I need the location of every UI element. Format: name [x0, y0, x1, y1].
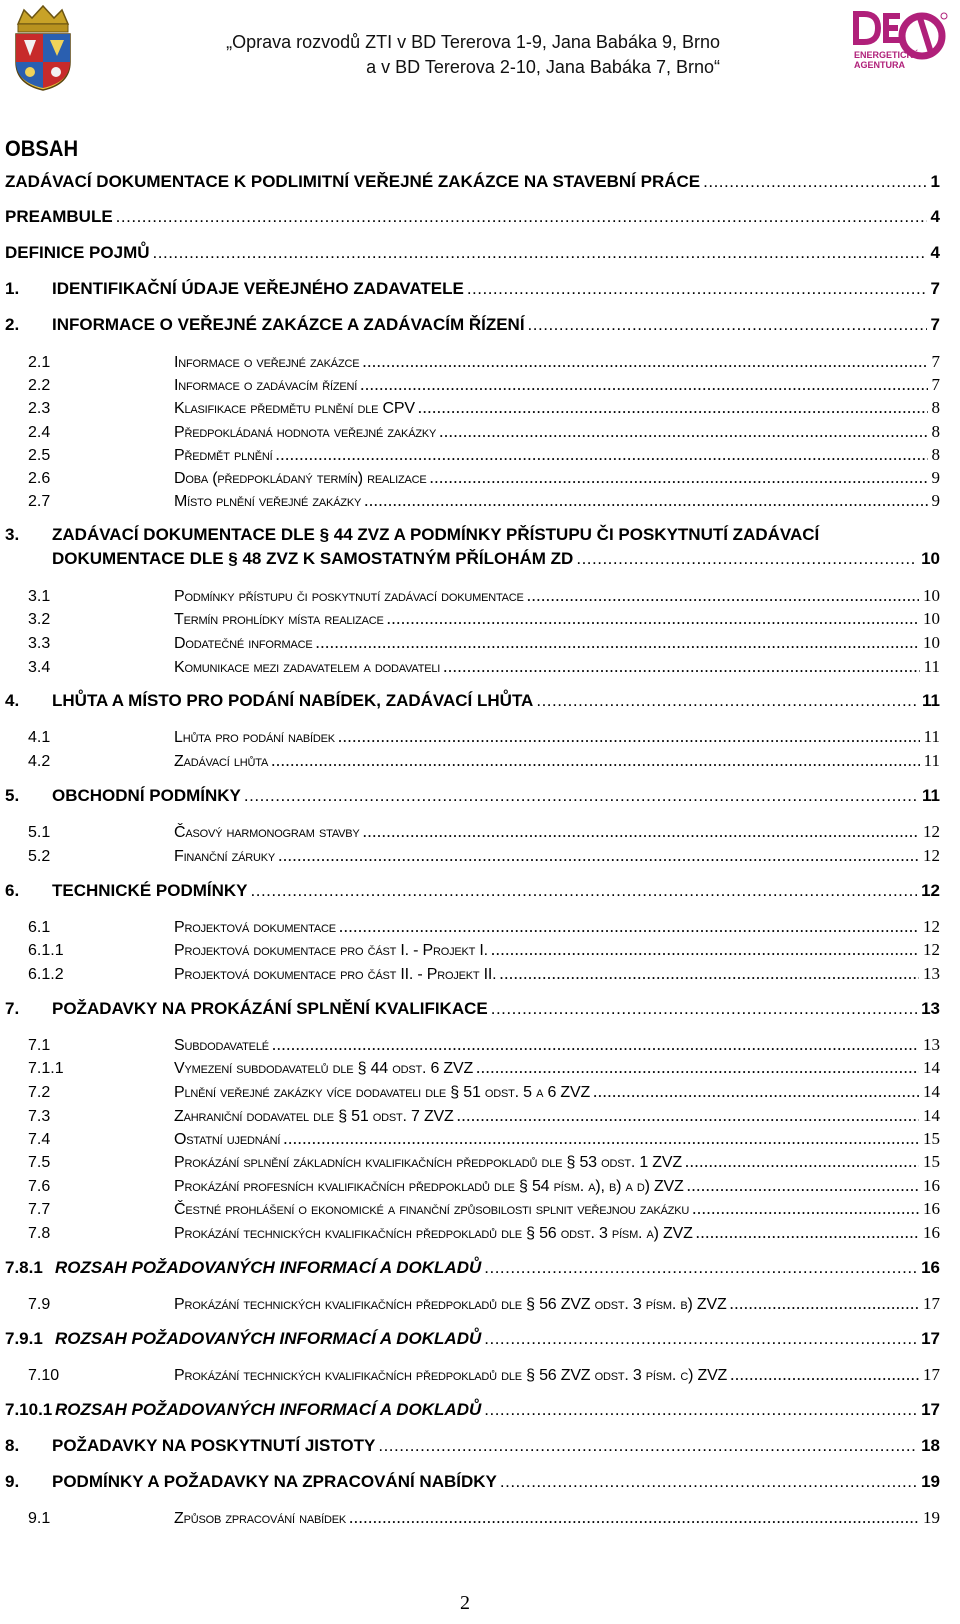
toc-entry-page: 17	[921, 1329, 940, 1348]
toc-entry-page: 12	[923, 940, 940, 959]
toc-entry-title: LHŮTA A MÍSTO PRO PODÁNÍ NABÍDEK, ZADÁVACÍ LHŮTA	[52, 691, 534, 710]
toc-entry-page: 4	[930, 243, 940, 262]
toc-entry-number: 7.2	[28, 1084, 51, 1101]
page-header	[0, 0, 960, 100]
toc-entry-title: Zadávací lhůta	[174, 753, 269, 770]
toc-entry-page: 11	[922, 786, 940, 805]
toc-entry-title: ROZSAH POŽADOVANÝCH INFORMACÍ A DOKLADŮ	[55, 1329, 482, 1348]
toc-entry-title: Dodatečné informace	[174, 635, 313, 652]
toc-entry-number: 7.4	[28, 1131, 51, 1148]
toc-entry[interactable]	[28, 375, 940, 395]
toc-entry-title: Způsob zpracování nabídek	[174, 1510, 346, 1527]
toc-entry-page: 17	[923, 1294, 940, 1313]
toc-entry-title: Prokázání technických kvalifikačních předpokladů dle § 56 ZVZ odst. 3 písm. b) ZVZ	[174, 1296, 727, 1313]
toc-entry-number: 9.1	[28, 1510, 51, 1527]
toc-dot-leader	[339, 917, 919, 937]
toc-entry-title: Předpokládaná hodnota veřejné zakázky	[174, 424, 437, 441]
toc-heading: OBSAH	[5, 136, 79, 161]
toc-entry-title: Projektová dokumentace pro část I. - Projekt I.	[174, 942, 488, 959]
toc-entry[interactable]	[5, 1436, 940, 1456]
toc-entry[interactable]	[28, 1508, 940, 1528]
toc-dot-leader	[528, 315, 927, 335]
toc-entry-title: DEFINICE POJMŮ	[5, 243, 150, 262]
toc-entry-title: Plnění veřejné zakázky více dodavateli dle § 51 odst. 5 a 6 ZVZ	[174, 1084, 591, 1101]
toc-entry-number: 3.3	[28, 635, 51, 652]
toc-entry-number: 4.2	[28, 753, 51, 770]
toc-entry-title-line2: DOKUMENTACE DLE § 48 ZVZ K SAMOSTATNÝM PŘÍLOHÁM ZD	[52, 549, 574, 568]
toc-dot-leader	[153, 243, 927, 263]
toc-entry-page: 16	[921, 1258, 940, 1277]
toc-dot-leader	[378, 1436, 917, 1456]
toc-entry-number: 5.1	[28, 824, 51, 841]
toc-entry[interactable]	[28, 751, 940, 771]
toc-entry[interactable]	[28, 657, 940, 677]
toc-entry-page: 8	[931, 422, 940, 441]
toc-entry-page: 12	[923, 917, 940, 936]
toc-entry-number: 7.1	[28, 1037, 51, 1054]
toc-entry-title: Místo plnění veřejné zakázky	[174, 493, 362, 510]
toc-dot-leader	[349, 1508, 919, 1528]
toc-entry-title-line1: ZADÁVACÍ DOKUMENTACE DLE § 44 ZVZ A PODMÍNKY PŘÍSTUPU ČI POSKYTNUTÍ ZADÁVACÍ	[52, 525, 820, 544]
toc-entry-number: 8.	[5, 1436, 20, 1455]
toc-entry-page: 11	[923, 751, 940, 770]
page-number: 2	[460, 1592, 470, 1614]
toc-entry-number: 3.2	[28, 611, 51, 628]
toc-entry-number: 6.1.2	[28, 966, 64, 983]
toc-dot-leader	[703, 172, 926, 192]
toc-entry[interactable]	[5, 881, 940, 901]
toc-entry[interactable]	[28, 1365, 940, 1385]
toc-dot-leader	[362, 352, 927, 372]
toc-dot-leader	[484, 1329, 917, 1349]
toc-entry-title: Vymezení subdodavatelů dle § 44 odst. 6 ZVZ	[174, 1060, 474, 1077]
toc-entry-title: Klasifikace předmětu plnění dle CPV	[174, 400, 415, 417]
toc-dot-leader	[429, 468, 927, 488]
toc-entry-page: 12	[923, 822, 940, 841]
toc-entry-number: 5.2	[28, 848, 51, 865]
toc-dot-leader	[730, 1365, 919, 1385]
toc-entry-title: Lhůta pro podání nabídek	[174, 729, 335, 746]
toc-entry-page: 14	[923, 1106, 940, 1125]
toc-entry-title: Prokázání technických kvalifikačních předpokladů dle § 56 ZVZ odst. 3 písm. c) ZVZ	[174, 1367, 728, 1384]
toc-entry-number: 7.10	[28, 1367, 60, 1384]
toc-dot-leader	[484, 1400, 917, 1420]
toc-entry[interactable]	[28, 822, 940, 842]
toc-dot-leader	[687, 1176, 919, 1196]
toc-entry-page: 1	[930, 172, 940, 191]
toc-entry-page: 11	[922, 691, 940, 710]
toc-dot-leader	[278, 846, 919, 866]
toc-entry-page: 17	[921, 1400, 940, 1419]
toc-entry-number: 7.8	[28, 1225, 51, 1242]
toc-entry-number: 3.1	[28, 588, 51, 605]
toc-entry-title: Časový harmonogram stavby	[174, 824, 360, 841]
toc-entry[interactable]	[28, 846, 940, 866]
toc-entry[interactable]	[5, 207, 940, 227]
toc-entry[interactable]	[5, 1329, 940, 1349]
toc-entry-title: Zahraniční dodavatel dle § 51 odst. 7 ZVZ	[174, 1108, 454, 1125]
toc-dot-leader	[360, 375, 927, 395]
toc-entry-number: 2.5	[28, 447, 51, 464]
energy-agency-logo	[850, 8, 950, 78]
toc-dot-leader	[476, 1058, 919, 1078]
toc-entry-page: 10	[923, 586, 940, 605]
toc-entry-title: Prokázání profesních kvalifikačních předpokladů dle § 54 písm. a), b) a d) ZVZ	[174, 1178, 684, 1195]
toc-entry[interactable]	[5, 315, 940, 335]
logo-text-1: ENERGETICKÁ	[854, 50, 920, 60]
toc-entry-page: 17	[923, 1365, 940, 1384]
toc-entry-title: PREAMBULE	[5, 207, 113, 226]
toc-dot-leader	[491, 999, 917, 1019]
toc-dot-leader	[696, 1223, 919, 1243]
toc-entry[interactable]	[28, 468, 940, 488]
toc-entry-number: 7.1.1	[28, 1060, 64, 1077]
toc-entry-title: Prokázání splnění základních kvalifikačních předpokladů dle § 53 odst. 1 ZVZ	[174, 1154, 682, 1171]
toc-entry-page: 18	[921, 1436, 940, 1455]
toc-entry-title: Projektová dokumentace	[174, 919, 336, 936]
toc-entry[interactable]	[28, 1106, 940, 1126]
toc-entry[interactable]	[28, 633, 940, 653]
toc-entry-page: 8	[931, 398, 940, 417]
toc-entry-number: 2.7	[28, 493, 51, 510]
toc-dot-leader	[271, 751, 919, 771]
toc-dot-leader	[536, 691, 918, 711]
toc-entry[interactable]	[28, 727, 940, 747]
toc-entry[interactable]	[28, 940, 940, 960]
toc-entry-page: 12	[921, 881, 940, 900]
toc-entry-number: 7.5	[28, 1154, 51, 1171]
toc-entry[interactable]	[28, 917, 940, 937]
toc-dot-leader	[443, 657, 919, 677]
toc-entry-page: 7	[931, 375, 940, 394]
toc-entry-number: 5.	[5, 786, 20, 805]
toc-entry-title: POŽADAVKY NA POSKYTNUTÍ JISTOTY	[52, 1436, 376, 1455]
toc-entry[interactable]	[28, 491, 940, 511]
toc-entry[interactable]	[28, 1082, 940, 1102]
toc-dot-leader	[244, 786, 918, 806]
toc-dot-leader	[685, 1152, 919, 1172]
toc-entry-title: ZADÁVACÍ DOKUMENTACE K PODLIMITNÍ VEŘEJNÉ ZAKÁZCE NA STAVEBNÍ PRÁCE	[5, 172, 701, 191]
toc-entry-title: Finanční záruky	[174, 848, 276, 865]
toc-entry[interactable]	[28, 398, 940, 418]
toc-entry[interactable]	[28, 609, 940, 629]
toc-entry-page: 11	[923, 727, 940, 746]
toc-entry[interactable]	[28, 1176, 940, 1196]
toc-entry[interactable]	[28, 1129, 940, 1149]
toc-entry-number: 7.6	[28, 1178, 51, 1195]
toc-dot-leader	[251, 881, 918, 901]
toc-entry-title: Doba (předpokládaný termín) realizace	[174, 470, 427, 487]
toc-dot-leader	[527, 586, 919, 606]
toc-entry-page: 7	[931, 352, 940, 371]
toc-entry[interactable]	[5, 691, 940, 711]
toc-entry-page: 14	[923, 1058, 940, 1077]
toc-entry-title: Čestné prohlášení o ekonomické a finanční způsobilosti splnit veřejnou zakázku	[174, 1201, 690, 1218]
toc-entry-title: Informace o zadávacím řízení	[174, 377, 358, 394]
toc-dot-leader	[499, 964, 919, 984]
toc-entry-title: Informace o veřejné zakázce	[174, 354, 360, 371]
toc-entry[interactable]	[28, 422, 940, 442]
toc-entry-page: 4	[930, 207, 940, 226]
toc-entry-number: 2.3	[28, 400, 51, 417]
toc-entry-number: 6.	[5, 881, 20, 900]
toc-dot-leader	[363, 822, 919, 842]
toc-entry-title: Termín prohlídky místa realizace	[174, 611, 384, 628]
toc-entry[interactable]	[28, 1199, 940, 1219]
toc-entry-number: 7.10.1	[5, 1400, 53, 1419]
toc-entry-page: 13	[921, 999, 940, 1018]
toc-entry-title: Subdodavatelé	[174, 1037, 269, 1054]
toc-entry-number: 2.1	[28, 354, 51, 371]
toc-dot-leader	[418, 398, 928, 418]
toc-entry-number: 7.9	[28, 1296, 51, 1313]
toc-entry-page: 7	[930, 279, 940, 298]
toc-entry-page: 10	[923, 633, 940, 652]
toc-dot-leader	[272, 1035, 919, 1055]
logo-text-2: AGENTURA	[854, 60, 905, 70]
toc-entry-page: 8	[931, 445, 940, 464]
toc-entry-title: Ostatní ujednání	[174, 1131, 281, 1148]
toc-entry-page: 14	[923, 1082, 940, 1101]
toc-entry-page: 10	[923, 609, 940, 628]
toc-entry-title: Projektová dokumentace pro část II. - Projekt II.	[174, 966, 497, 983]
toc-dot-leader	[484, 1258, 917, 1278]
toc-entry-number: 2.	[5, 315, 20, 334]
toc-entry-number: 6.1	[28, 919, 51, 936]
toc-entry-page: 19	[921, 1472, 940, 1491]
toc-entry[interactable]	[5, 1400, 940, 1420]
toc-entry-number: 2.2	[28, 377, 51, 394]
toc-entry-title: Komunikace mezi zadavatelem a dodavateli	[174, 659, 441, 676]
toc-entry[interactable]	[28, 1035, 940, 1055]
toc-entry-page: 13	[923, 964, 940, 983]
toc-entry-page: 16	[923, 1199, 940, 1218]
toc-entry-number: 2.4	[28, 424, 51, 441]
toc-dot-leader	[439, 422, 927, 442]
toc-entry[interactable]	[28, 964, 940, 984]
toc-entry-number: 6.1.1	[28, 942, 64, 959]
toc-dot-leader	[364, 491, 927, 511]
toc-dot-leader	[491, 940, 919, 960]
toc-entry[interactable]	[5, 786, 940, 806]
toc-dot-leader	[338, 727, 920, 747]
toc-dot-leader	[500, 1472, 917, 1492]
toc-dot-leader	[276, 445, 928, 465]
toc-entry-page: 16	[923, 1176, 940, 1195]
toc-entry-page: 9	[931, 468, 940, 487]
toc-entry-title: Předmět plnění	[174, 447, 273, 464]
project-title-line1: „Oprava rozvodů ZTI v BD Tererova 1-9, Jana Babáka 9, Brno	[226, 32, 720, 52]
toc-dot-leader	[692, 1199, 919, 1219]
toc-entry[interactable]	[28, 445, 940, 465]
toc-entry-title: Prokázání technických kvalifikačních předpokladů dle § 56 odst. 3 písm. a) ZVZ	[174, 1225, 693, 1242]
toc-entry-title: TECHNICKÉ PODMÍNKY	[52, 881, 248, 900]
toc-entry-title: Podmínky přístupu či poskytnutí zadávací dokumentace	[174, 588, 524, 605]
toc-dot-leader	[387, 609, 919, 629]
toc-entry-page: 7	[930, 315, 940, 334]
toc-entry-number: 7.9.1	[5, 1329, 43, 1348]
toc-entry-number: 3.	[5, 525, 20, 544]
toc-entry[interactable]	[28, 586, 940, 606]
toc-entry-title: ROZSAH POŽADOVANÝCH INFORMACÍ A DOKLADŮ	[55, 1400, 482, 1419]
toc-entry-page: 15	[923, 1152, 940, 1171]
toc-entry[interactable]	[5, 279, 940, 299]
toc-entry-page: 15	[923, 1129, 940, 1148]
toc-entry-number: 7.7	[28, 1201, 51, 1218]
toc-dot-leader	[457, 1106, 919, 1126]
toc-entry-title: OBCHODNÍ PODMÍNKY	[52, 786, 241, 805]
toc-entry[interactable]	[28, 1058, 940, 1078]
toc-entry-page: 11	[923, 657, 940, 676]
toc-entry[interactable]	[5, 999, 940, 1019]
toc-entry-number: 1.	[5, 279, 20, 298]
toc-entry[interactable]	[28, 1294, 940, 1314]
toc-dot-leader	[593, 1082, 919, 1102]
toc-entry-title: ROZSAH POŽADOVANÝCH INFORMACÍ A DOKLADŮ	[55, 1258, 482, 1277]
toc-entry-number: 2.6	[28, 470, 51, 487]
toc-entry-page: 16	[923, 1223, 940, 1242]
toc-dot-leader	[283, 1129, 919, 1149]
coat-of-arms-icon	[10, 4, 76, 92]
toc-entry-number: 9.	[5, 1472, 20, 1491]
toc-entry[interactable]	[28, 352, 940, 372]
toc-entry-page: 12	[923, 846, 940, 865]
toc-entry[interactable]	[5, 1472, 940, 1492]
toc-entry-title: IDENTIFIKAČNÍ ÚDAJE VEŘEJNÉHO ZADAVATELE	[52, 279, 464, 298]
toc-entry[interactable]	[28, 1152, 940, 1172]
toc-entry[interactable]	[5, 172, 940, 192]
toc-entry-number: 4.1	[28, 729, 51, 746]
toc-entry[interactable]	[5, 1258, 940, 1278]
toc-entry[interactable]	[28, 1223, 940, 1243]
project-title	[226, 30, 720, 80]
toc-entry[interactable]	[5, 243, 940, 263]
toc-entry-number: 7.8.1	[5, 1258, 43, 1277]
toc-entry-page: 13	[923, 1035, 940, 1054]
toc-entry-number: 4.	[5, 691, 20, 710]
toc-dot-leader	[467, 279, 927, 299]
toc-dot-leader	[576, 549, 917, 569]
toc-entry-title: PODMÍNKY A POŽADAVKY NA ZPRACOVÁNÍ NABÍDKY	[52, 1472, 497, 1491]
toc-entry-number: 7.3	[28, 1108, 51, 1125]
toc-entry-number: 3.4	[28, 659, 51, 676]
toc-dot-leader	[730, 1294, 919, 1314]
toc-dot-leader	[316, 633, 919, 653]
toc-entry-page: 9	[931, 491, 940, 510]
toc-dot-leader	[116, 207, 927, 227]
toc-entry-page: 19	[923, 1508, 940, 1527]
toc-entry-title: POŽADAVKY NA PROKÁZÁNÍ SPLNĚNÍ KVALIFIKACE	[52, 999, 488, 1018]
toc-entry-number: 7.	[5, 999, 20, 1018]
project-title-line2: a v BD Tererova 2-10, Jana Babáka 7, Brno“	[366, 57, 720, 77]
toc-entry-page: 10	[921, 549, 940, 568]
toc-entry-title: INFORMACE O VEŘEJNÉ ZAKÁZCE A ZADÁVACÍM ŘÍZENÍ	[52, 315, 525, 334]
